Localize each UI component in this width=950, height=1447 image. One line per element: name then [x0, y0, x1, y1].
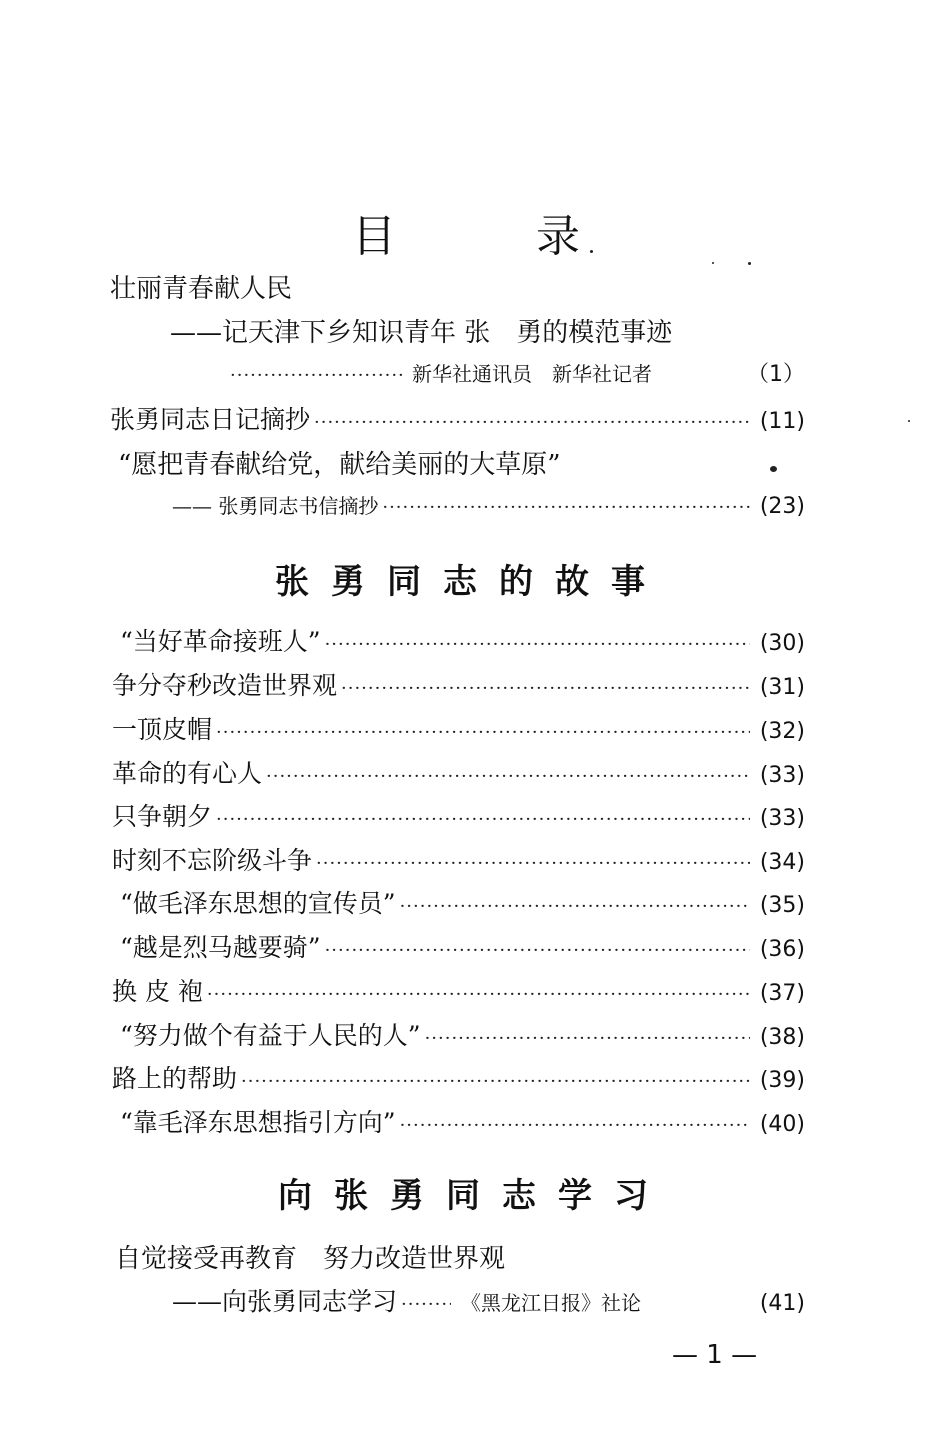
toc-entry	[120, 1016, 805, 1052]
page-number: — 1 —	[672, 1340, 758, 1370]
toc-entry	[120, 884, 805, 920]
leader-dots	[216, 809, 750, 830]
toc-entry-source: 《黑龙江日报》社论	[461, 1291, 642, 1315]
leader-dots	[425, 1028, 750, 1049]
toc-entry-page: (32)	[759, 719, 805, 744]
scan-speck	[712, 262, 714, 264]
toc-entry-title: 时刻不忘阶级斗争	[112, 846, 313, 875]
toc-entry-page: (39)	[759, 1068, 805, 1093]
toc-entry-page: (23)	[759, 494, 805, 519]
toc-entry-page: (33)	[759, 763, 805, 788]
scan-speck	[590, 250, 593, 253]
toc-entry	[112, 1059, 805, 1095]
toc-entry-title: 换 皮 袍	[112, 977, 203, 1006]
toc-entry-page: (38)	[759, 1025, 805, 1050]
leader-dots	[341, 678, 750, 699]
toc-entry	[112, 797, 805, 833]
ink-speck	[770, 466, 777, 472]
toc-entry-authors: 新华社通讯员 新华社记者	[412, 362, 652, 386]
toc-entry	[112, 754, 805, 790]
toc-entry-title: 自觉接受再教育 努力改造世界观	[115, 1244, 506, 1274]
toc-entry-title: “越是烈马越要骑”	[120, 933, 321, 962]
toc-entry-title: 路上的帮助	[112, 1064, 238, 1093]
toc-entry-subtitle: —— 张勇同志书信摘抄	[172, 494, 379, 518]
toc-entry	[120, 928, 805, 964]
toc-entry	[172, 490, 805, 519]
toc-entry	[120, 622, 805, 658]
leader-dots	[316, 853, 750, 874]
leader-dots	[207, 984, 750, 1005]
toc-entry-title: 只争朝夕	[112, 802, 213, 831]
toc-entry-title: “靠毛泽东思想指引方向”	[120, 1108, 396, 1137]
toc-entry-page: (35)	[759, 893, 805, 918]
toc-entry-title: “做毛泽东思想的宣传员”	[120, 889, 396, 918]
toc-entry-page: (31)	[759, 675, 805, 700]
leader-dots	[382, 497, 749, 518]
toc-entry-page: (36)	[759, 937, 805, 962]
toc-entry	[120, 1103, 805, 1139]
toc-entry	[112, 841, 805, 877]
toc-entry-title: “愿把青春献给党，献给美丽的大草原”	[118, 450, 561, 480]
leader-dots	[266, 766, 750, 787]
toc-entry-page: (34)	[759, 850, 805, 875]
leader-dots	[230, 365, 402, 386]
leader-dots	[400, 1115, 750, 1136]
leader-dots	[325, 634, 750, 655]
leader-dots	[241, 1071, 750, 1092]
leader-dots	[401, 1294, 451, 1315]
toc-entry-subtitle: ——记天津下乡知识青年 张 勇的模范事迹	[170, 318, 673, 348]
leader-dots	[216, 722, 750, 743]
toc-entry-page: (11)	[759, 409, 805, 434]
toc-entry-title: 壮丽青春献人民	[110, 274, 293, 304]
section-heading: 向张勇同志学习	[278, 1176, 670, 1216]
toc-entry-page: (41)	[759, 1291, 805, 1316]
toc-entry-title: “努力做个有益于人民的人”	[120, 1021, 421, 1050]
toc-entry	[112, 972, 805, 1008]
toc-entry-title: 一顶皮帽	[112, 715, 213, 744]
toc-entry	[112, 666, 805, 702]
scan-speck	[908, 420, 910, 422]
toc-entry-page: (37)	[759, 981, 805, 1006]
page-title: 目 录	[352, 211, 582, 262]
toc-entry	[112, 710, 805, 746]
toc-entry-page: (40)	[759, 1112, 805, 1137]
scan-speck	[748, 262, 751, 265]
toc-entry	[172, 1282, 805, 1318]
toc-entry-title: 革命的有心人	[112, 759, 263, 788]
toc-entry-page: （1）	[747, 362, 805, 387]
toc-entry-page: (33)	[759, 806, 805, 831]
leader-dots	[400, 896, 750, 917]
toc-entry-title: 争分夺秒改造世界观	[112, 671, 338, 700]
toc-entry-page: (30)	[759, 631, 805, 656]
toc-entry-title: 张勇同志日记摘抄	[110, 405, 311, 434]
leader-dots	[325, 940, 750, 961]
toc-entry	[110, 400, 805, 436]
toc-entry-subtitle: ——向张勇同志学习	[172, 1287, 398, 1316]
section-heading: 张勇同志的故事	[275, 562, 667, 602]
leader-dots	[314, 412, 750, 433]
toc-entry-author-line	[230, 357, 805, 388]
toc-entry-title: “当好革命接班人”	[120, 627, 321, 656]
